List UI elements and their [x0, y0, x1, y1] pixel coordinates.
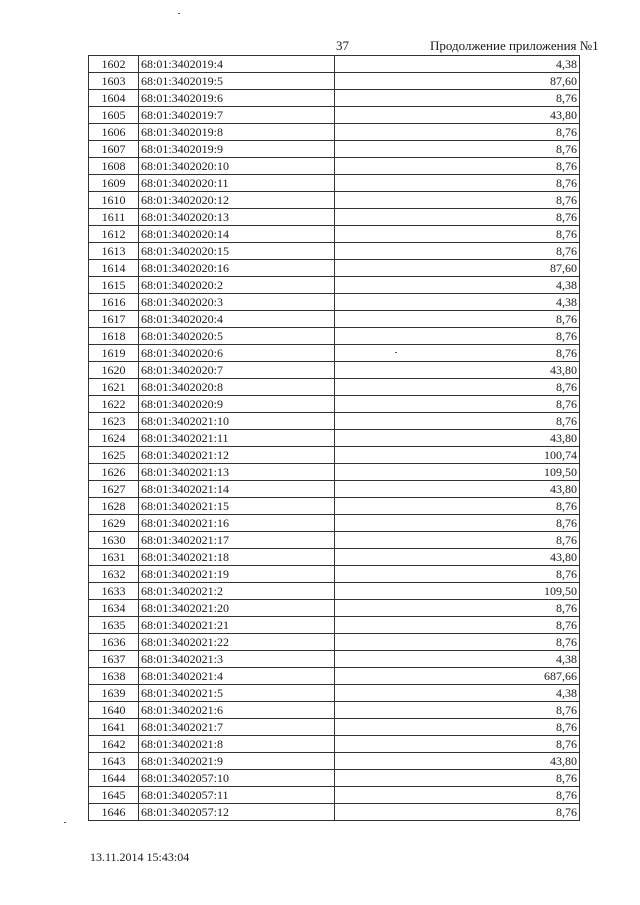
table-row	[89, 634, 580, 651]
table-row	[89, 379, 580, 396]
row-number: 1614	[89, 260, 139, 277]
row-value: 8,76	[335, 566, 580, 583]
cadastral-number: 68:01:3402021:11	[139, 430, 335, 447]
page-number: 37	[336, 38, 349, 53]
row-value: 8,76	[335, 736, 580, 753]
row-number: 1634	[89, 600, 139, 617]
table-row	[89, 413, 580, 430]
row-number: 1619	[89, 345, 139, 362]
row-value: 687,66	[335, 668, 580, 685]
cadastral-number: 68:01:3402021:2	[139, 583, 335, 600]
row-number: 1626	[89, 464, 139, 481]
cadastral-number: 68:01:3402020:14	[139, 226, 335, 243]
cadastral-number: 68:01:3402021:3	[139, 651, 335, 668]
cadastral-number: 68:01:3402020:9	[139, 396, 335, 413]
cadastral-number: 68:01:3402020:8	[139, 379, 335, 396]
cadastral-number: 68:01:3402020:4	[139, 311, 335, 328]
row-value: 8,76	[335, 770, 580, 787]
cadastral-number: 68:01:3402021:14	[139, 481, 335, 498]
row-value: 8,76	[335, 158, 580, 175]
table-row	[89, 277, 580, 294]
table-row	[89, 328, 580, 345]
row-value: 8,76	[335, 226, 580, 243]
cadastral-number: 68:01:3402021:17	[139, 532, 335, 549]
cadastral-number: 68:01:3402020:13	[139, 209, 335, 226]
row-value: 43,80	[335, 430, 580, 447]
cadastral-number: 68:01:3402020:15	[139, 243, 335, 260]
row-value: 8,76	[335, 498, 580, 515]
row-number: 1639	[89, 685, 139, 702]
row-number: 1628	[89, 498, 139, 515]
row-number: 1630	[89, 532, 139, 549]
row-value: 8,76	[335, 787, 580, 804]
cadastral-number: 68:01:3402021:16	[139, 515, 335, 532]
table-row	[89, 294, 580, 311]
row-number: 1638	[89, 668, 139, 685]
table-body	[89, 56, 580, 821]
table-row	[89, 243, 580, 260]
row-number: 1643	[89, 753, 139, 770]
table-row	[89, 209, 580, 226]
table-row	[89, 532, 580, 549]
row-number: 1620	[89, 362, 139, 379]
table-row	[89, 192, 580, 209]
cadastral-number: 68:01:3402021:12	[139, 447, 335, 464]
cadastral-number: 68:01:3402020:5	[139, 328, 335, 345]
cadastral-number: 68:01:3402020:2	[139, 277, 335, 294]
table-row	[89, 345, 580, 362]
row-value: 8,76	[335, 413, 580, 430]
row-number: 1616	[89, 294, 139, 311]
row-number: 1624	[89, 430, 139, 447]
cadastral-number: 68:01:3402019:6	[139, 90, 335, 107]
cadastral-number: 68:01:3402019:5	[139, 73, 335, 90]
row-value: 8,76	[335, 396, 580, 413]
row-number: 1637	[89, 651, 139, 668]
row-number: 1642	[89, 736, 139, 753]
table-row	[89, 124, 580, 141]
table-row	[89, 566, 580, 583]
row-value: 8,76	[335, 600, 580, 617]
row-number: 1605	[89, 107, 139, 124]
row-number: 1603	[89, 73, 139, 90]
row-value: 4,38	[335, 277, 580, 294]
row-number: 1640	[89, 702, 139, 719]
table-row	[89, 719, 580, 736]
cadastral-number: 68:01:3402057:12	[139, 804, 335, 821]
row-value: 8,76	[335, 328, 580, 345]
cadastral-number: 68:01:3402021:8	[139, 736, 335, 753]
row-value: 8,76	[335, 209, 580, 226]
table-row	[89, 583, 580, 600]
row-value: 8,76	[335, 702, 580, 719]
cadastral-number: 68:01:3402021:10	[139, 413, 335, 430]
table-row	[89, 430, 580, 447]
print-timestamp: 13.11.2014 15:43:04	[90, 850, 190, 864]
row-number: 1618	[89, 328, 139, 345]
table-row	[89, 736, 580, 753]
row-number: 1611	[89, 209, 139, 226]
row-number: 1646	[89, 804, 139, 821]
row-value: 4,38	[335, 651, 580, 668]
row-number: 1627	[89, 481, 139, 498]
table-row	[89, 226, 580, 243]
row-value: 8,76	[335, 175, 580, 192]
cadastral-number: 68:01:3402020:6	[139, 345, 335, 362]
cadastral-number: 68:01:3402020:3	[139, 294, 335, 311]
table-row	[89, 753, 580, 770]
table-row	[89, 549, 580, 566]
scan-speck	[178, 13, 180, 14]
table-row	[89, 668, 580, 685]
row-value: 43,80	[335, 362, 580, 379]
table-row	[89, 158, 580, 175]
table-row	[89, 787, 580, 804]
row-value: 43,80	[335, 549, 580, 566]
cadastral-number: 68:01:3402021:5	[139, 685, 335, 702]
cadastral-number: 68:01:3402021:19	[139, 566, 335, 583]
row-number: 1602	[89, 56, 139, 73]
table-row	[89, 600, 580, 617]
cadastral-number: 68:01:3402021:9	[139, 753, 335, 770]
table-row	[89, 311, 580, 328]
row-value: 8,76	[335, 532, 580, 549]
cadastral-number: 68:01:3402021:20	[139, 600, 335, 617]
continuation-note: Продолжение приложения №1	[430, 38, 599, 53]
cadastral-number: 68:01:3402021:7	[139, 719, 335, 736]
table-row	[89, 396, 580, 413]
row-value: 87,60	[335, 260, 580, 277]
table-row	[89, 498, 580, 515]
row-value: 4,38	[335, 685, 580, 702]
row-number: 1617	[89, 311, 139, 328]
row-value: 8,76	[335, 379, 580, 396]
row-number: 1633	[89, 583, 139, 600]
row-number: 1612	[89, 226, 139, 243]
row-number: 1636	[89, 634, 139, 651]
cadastral-number: 68:01:3402021:21	[139, 617, 335, 634]
table-row	[89, 617, 580, 634]
row-number: 1604	[89, 90, 139, 107]
table-row	[89, 73, 580, 90]
row-number: 1609	[89, 175, 139, 192]
table-row	[89, 447, 580, 464]
row-number: 1610	[89, 192, 139, 209]
cadastral-number: 68:01:3402020:7	[139, 362, 335, 379]
row-value: 4,38	[335, 56, 580, 73]
row-number: 1645	[89, 787, 139, 804]
row-number: 1623	[89, 413, 139, 430]
table-row	[89, 90, 580, 107]
cadastral-number: 68:01:3402021:18	[139, 549, 335, 566]
cadastral-number: 68:01:3402019:4	[139, 56, 335, 73]
table-row	[89, 515, 580, 532]
row-value: 4,38	[335, 294, 580, 311]
row-value: 8,76	[335, 141, 580, 158]
cadastral-number: 68:01:3402020:12	[139, 192, 335, 209]
row-value: 8,76	[335, 515, 580, 532]
cadastral-table	[88, 55, 580, 821]
table-row	[89, 107, 580, 124]
row-number: 1644	[89, 770, 139, 787]
row-number: 1631	[89, 549, 139, 566]
scan-speck	[64, 822, 66, 823]
row-number: 1608	[89, 158, 139, 175]
row-number: 1641	[89, 719, 139, 736]
cadastral-number: 68:01:3402020:10	[139, 158, 335, 175]
row-number: 1625	[89, 447, 139, 464]
row-number: 1615	[89, 277, 139, 294]
row-value: 8,76	[335, 719, 580, 736]
cadastral-number: 68:01:3402019:7	[139, 107, 335, 124]
table-row	[89, 481, 580, 498]
table-row	[89, 770, 580, 787]
row-number: 1632	[89, 566, 139, 583]
table-row	[89, 464, 580, 481]
row-value: 109,50	[335, 464, 580, 481]
row-number: 1629	[89, 515, 139, 532]
cadastral-number: 68:01:3402021:13	[139, 464, 335, 481]
table-row	[89, 702, 580, 719]
row-value: 8,76	[335, 90, 580, 107]
table-row	[89, 141, 580, 158]
cadastral-number: 68:01:3402019:9	[139, 141, 335, 158]
table-row	[89, 362, 580, 379]
row-number: 1613	[89, 243, 139, 260]
scan-speck	[395, 352, 397, 353]
table-row	[89, 804, 580, 821]
row-value: 8,76	[335, 124, 580, 141]
cadastral-number: 68:01:3402057:10	[139, 770, 335, 787]
cadastral-number: 68:01:3402021:6	[139, 702, 335, 719]
row-value: 8,76	[335, 617, 580, 634]
row-value: 43,80	[335, 753, 580, 770]
table-row	[89, 56, 580, 73]
table-row	[89, 260, 580, 277]
table-row	[89, 651, 580, 668]
row-value: 8,76	[335, 804, 580, 821]
table-row	[89, 685, 580, 702]
row-value: 100,74	[335, 447, 580, 464]
cadastral-number: 68:01:3402020:16	[139, 260, 335, 277]
cadastral-number: 68:01:3402021:22	[139, 634, 335, 651]
row-number: 1635	[89, 617, 139, 634]
row-value: 43,80	[335, 481, 580, 498]
row-number: 1607	[89, 141, 139, 158]
row-value: 87,60	[335, 73, 580, 90]
row-value: 109,50	[335, 583, 580, 600]
cadastral-number: 68:01:3402019:8	[139, 124, 335, 141]
cadastral-number: 68:01:3402020:11	[139, 175, 335, 192]
cadastral-number: 68:01:3402021:15	[139, 498, 335, 515]
row-value: 8,76	[335, 345, 580, 362]
table-row	[89, 175, 580, 192]
row-number: 1606	[89, 124, 139, 141]
row-value: 8,76	[335, 243, 580, 260]
row-value: 43,80	[335, 107, 580, 124]
cadastral-number: 68:01:3402057:11	[139, 787, 335, 804]
row-value: 8,76	[335, 311, 580, 328]
row-number: 1622	[89, 396, 139, 413]
row-value: 8,76	[335, 192, 580, 209]
cadastral-number: 68:01:3402021:4	[139, 668, 335, 685]
row-number: 1621	[89, 379, 139, 396]
row-value: 8,76	[335, 634, 580, 651]
